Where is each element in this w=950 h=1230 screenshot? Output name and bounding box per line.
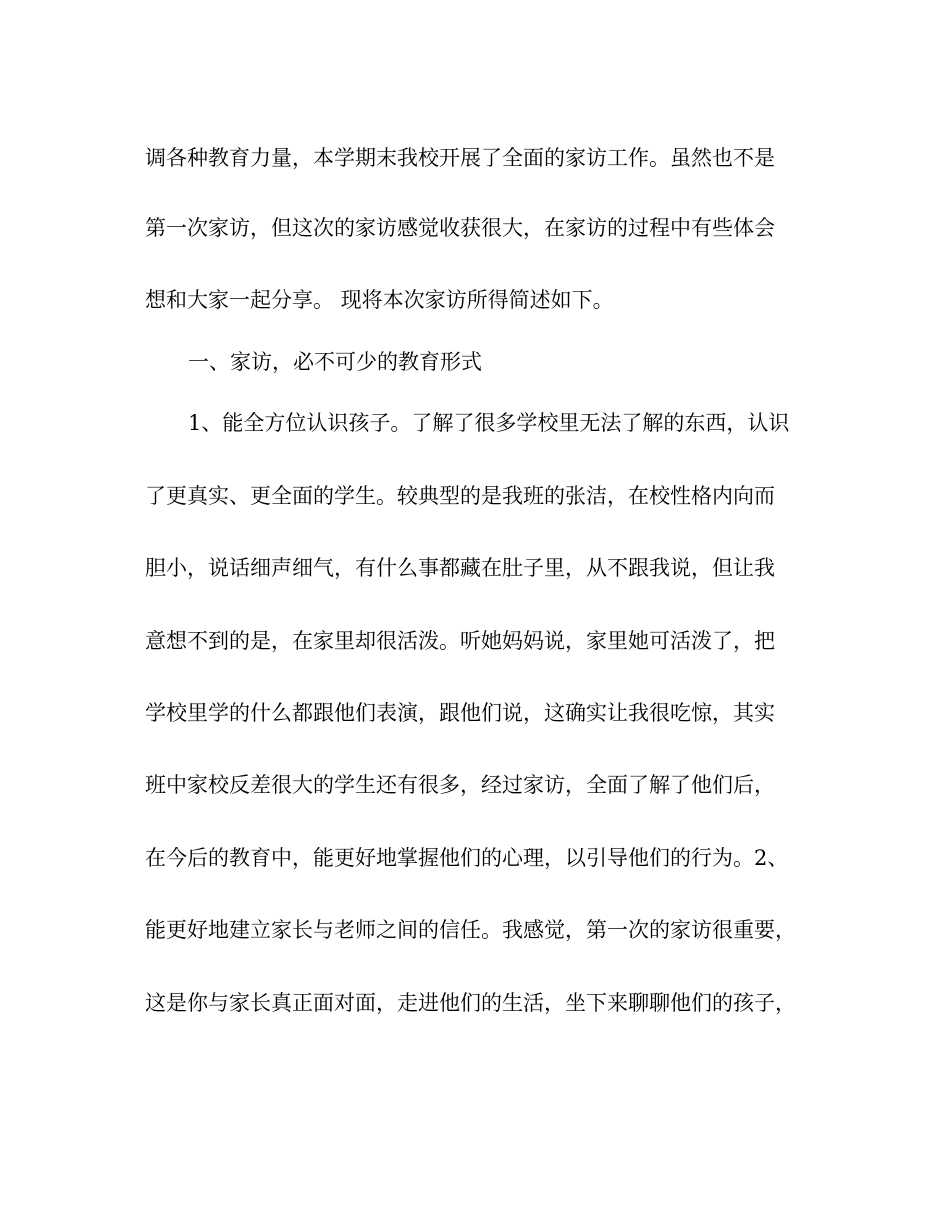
paragraph-line: 意想不到的是，在家里却很活泼。听她妈妈说，家里她可活泼了，把 (145, 629, 775, 653)
paragraph-line: 班中家校反差很大的学生还有很多，经过家访，全面了解了他们后， (145, 773, 775, 797)
paragraph-line: 想和大家一起分享。 现将本次家访所得简述如下。 (145, 288, 614, 312)
paragraph-line: 胆小，说话细声细气，有什么事都藏在肚子里，从不跟我说，但让我 (145, 556, 775, 580)
paragraph-line: 调各种教育力量，本学期末我校开展了全面的家访工作。虽然也不是 (145, 146, 775, 170)
paragraph-line: 1、能全方位认识孩子。了解了很多学校里无法了解的东西，认识 (188, 411, 790, 435)
paragraph-line: 第一次家访，但这次的家访感觉收获很大，在家访的过程中有些体会 (145, 216, 775, 240)
paragraph-line: 在今后的教育中，能更好地掌握他们的心理，以引导他们的行为。2、 (145, 846, 789, 870)
paragraph-line: 学校里学的什么都跟他们表演，跟他们说，这确实让我很吃惊，其实 (145, 701, 775, 725)
paragraph-line: 了更真实、更全面的学生。较典型的是我班的张洁，在校性格内向而 (145, 484, 775, 508)
paragraph-line: 能更好地建立家长与老师之间的信任。我感觉，第一次的家访很重要， (145, 918, 796, 942)
section-heading: 一、家访，必不可少的教育形式 (188, 350, 482, 374)
paragraph-line: 这是你与家长真正面对面，走进他们的生活，坐下来聊聊他们的孩子， (145, 991, 796, 1015)
